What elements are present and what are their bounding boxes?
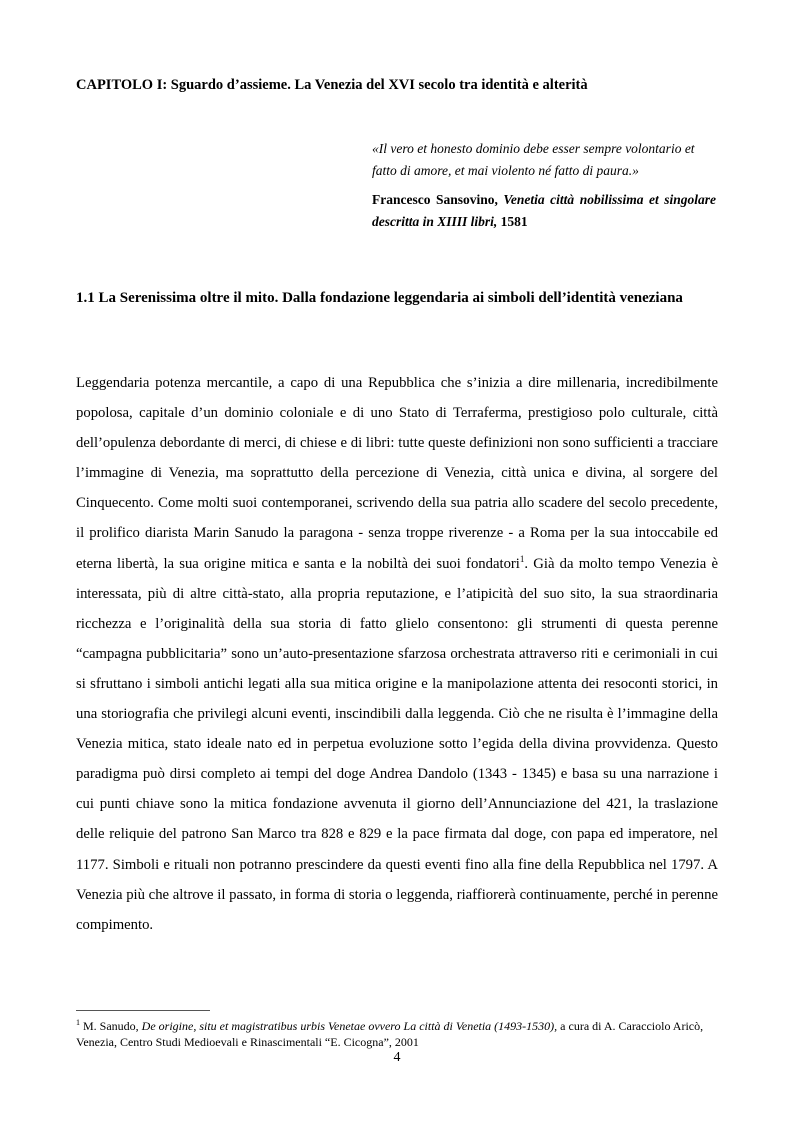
epigraph-year: 1581 (500, 214, 528, 229)
chapter-title: CAPITOLO I: Sguardo d’assieme. La Venezia del XVI secolo tra identità e alterità (76, 77, 588, 93)
footnote-separator (76, 1010, 210, 1011)
footnote-reference[interactable]: 1 (519, 553, 525, 564)
section-heading: 1.1 La Serenissima oltre il mito. Dalla fondazione leggendaria ai simboli dell’identità veneziana (76, 290, 683, 306)
footnote-text-after: a cura di A. Caracciolo Aricò, Venezia, Centro Studi Medioevali e Rinascimentali “E. Cicogna”, 2001 (76, 1019, 704, 1049)
epigraph-work: Venetia città nobilissima et singolare descritta in XIIII libri, (372, 192, 716, 229)
footnote-number: 1 (76, 1018, 80, 1027)
footnote-text-before: M. Sanudo, (80, 1019, 142, 1033)
epigraph-quote: «Il vero et honesto dominio debe esser sempre volontario et fatto di amore, et mai violento né fatto di paura.» (372, 141, 695, 178)
footnote-work-title: De origine, situ et magistratibus urbis Venetae ovvero La città di Venetia (1493-1530), (141, 1019, 558, 1033)
epigraph-author: Francesco Sansovino, (372, 192, 498, 207)
epigraph (372, 138, 716, 233)
epigraph-source (372, 189, 716, 233)
body-paragraph (76, 368, 718, 940)
page-number: 4 (393, 1050, 401, 1065)
footnote (76, 1018, 718, 1050)
body-text-part1: Leggendaria potenza mercantile, a capo di una Repubblica che s’inizia a dire millenaria, incredibilmente popolosa, capitale d’un dominio coloniale e di uno Stato di Terraferma, prestigioso polo culturale, città dell’opulenza debordante di merci, di chiese e di libri: tutte queste definizioni non sono sufficienti a tracciare l’immagine di Venezia, ma soprattutto della percezione di Venezia, città unica e divina, al sorgere del Cinquecento. Come molti suoi contemporanei, scrivendo della sua patria allo scadere del secolo precedente, il prolifico diarista Marin Sanudo la paragona - senza troppe riverenze - a Roma per la sua intoccabile ed eterna libertà, la sua origine mitica e santa e la nobiltà dei suoi fondatori (76, 375, 718, 572)
body-text-part2: . Già da molto tempo Venezia è interessata, più di altre città-stato, alla propria reputazione, e l’atipicità del suo sito, la sua straordinaria ricchezza e l’originalità della sua storia di fatto glielo consentono: gli strumenti di questa perenne “campagna pubblicitaria” sono un’auto-presentazione sfarzosa orchestrata attraverso riti e cerimoniali in cui si sfruttano i simboli antichi legati alla sua mitica origine e la manipolazione attenta dei resoconti storici, in una storiografia che privilegi alcuni eventi, inscindibili dalla leggenda. Ciò che ne risulta è l’immagine della Venezia mitica, stato ideale nato ed in perpetua evoluzione sotto l’egida della divina provvidenza. Questo paradigma può dirsi completo ai tempi del doge Andrea Dandolo (1343 - 1345) e basa su una narrazione i cui punti chiave sono la mitica fondazione avvenuta il giorno dell’Annunciazione del 421, la traslazione delle reliquie del patrono San Marco tra 828 e 829 e la pace firmata dal doge, con papa ed imperatore, nel 1177. Simboli e rituali non potranno prescindere da questi eventi fino alla fine della Repubblica nel 1797. A Venezia più che altrove il passato, in forma di storia o leggenda, riaffiorerà continuamente, perché in perenne compimento. (76, 555, 718, 933)
